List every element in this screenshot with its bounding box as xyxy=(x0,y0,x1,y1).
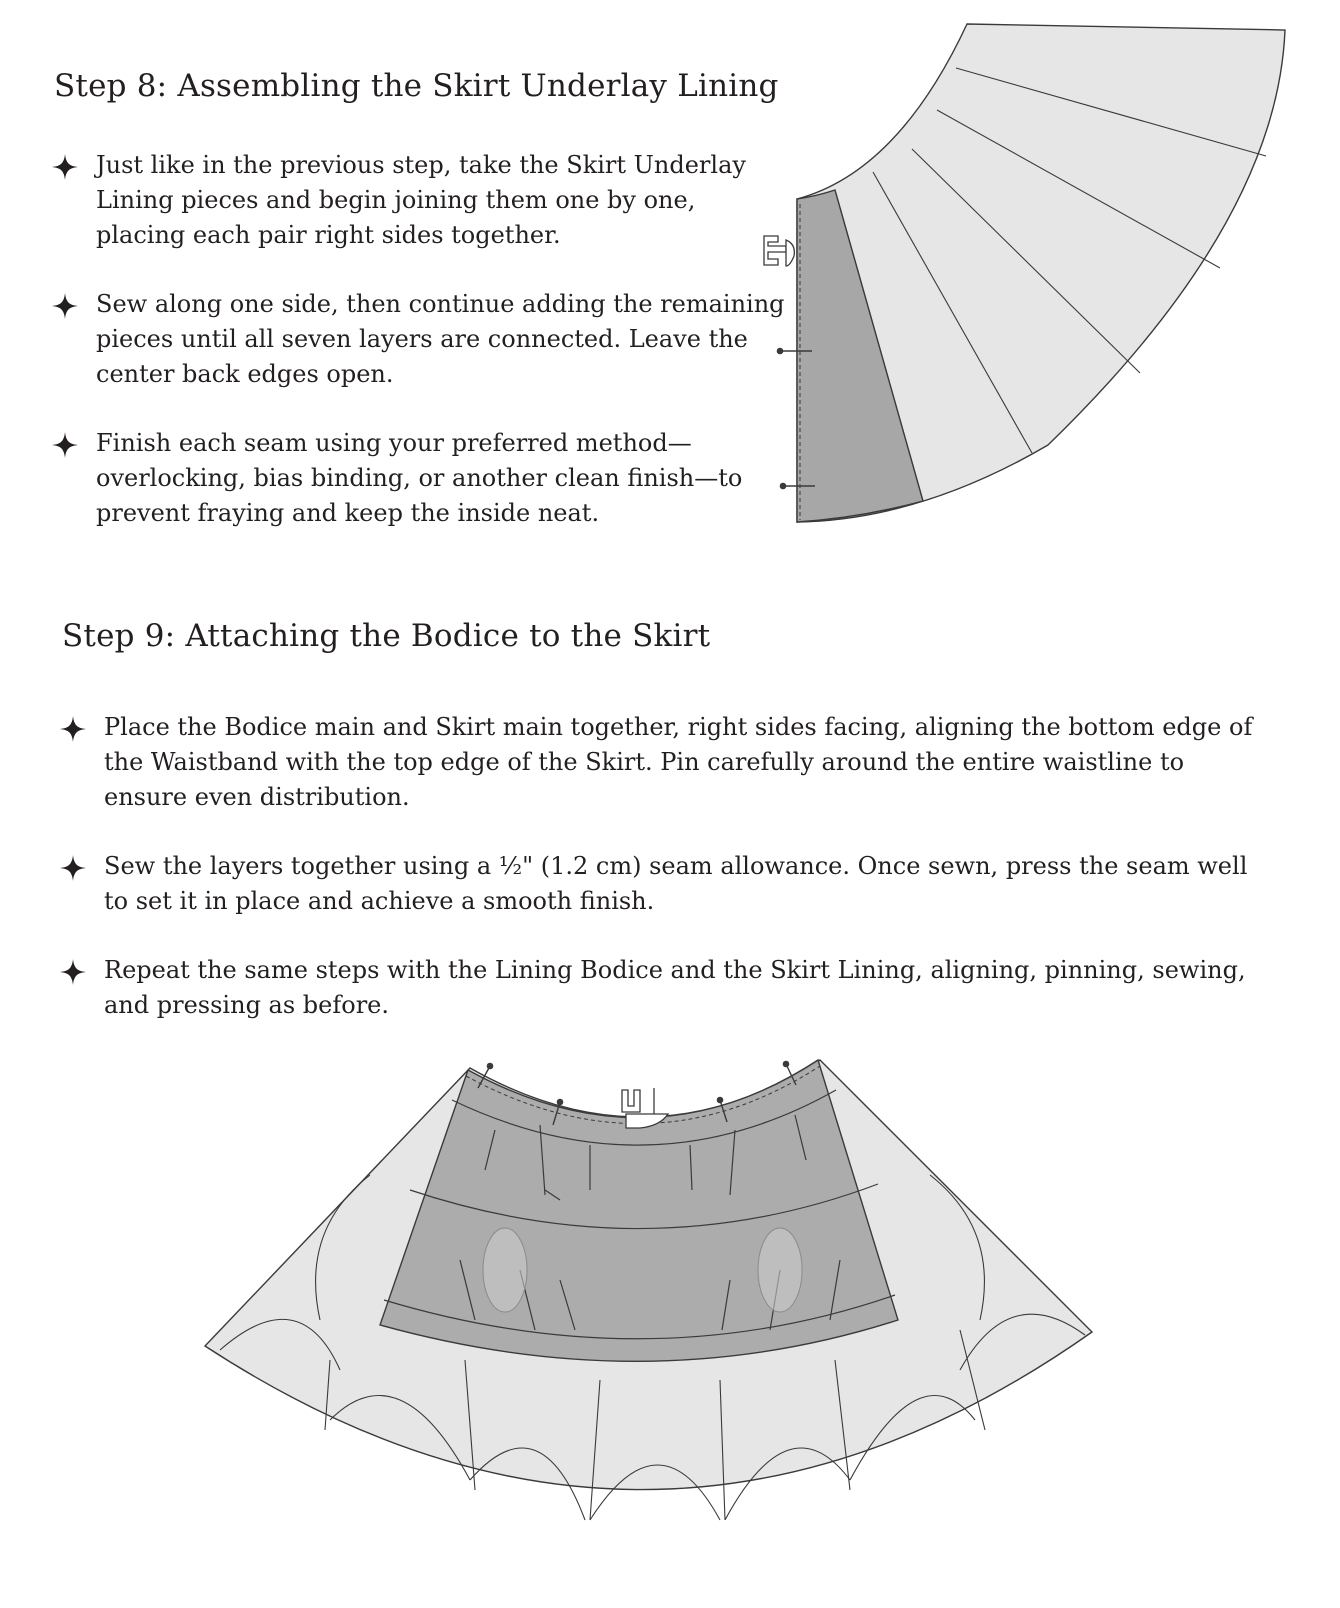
four-point-star-icon xyxy=(52,154,78,180)
step-9-bullet-1: Place the Bodice main and Skirt main together, right sides facing, aligning the bottom edge of the Waistband with the top edge of the Skirt. Pin carefully around the entire waistline to ensure even distribution. xyxy=(104,713,1253,811)
four-point-star-icon xyxy=(60,959,86,985)
step-8-bullet-1: Just like in the previous step, take the Skirt Underlay Lining pieces and begin joining them one by one, placing each pair right sides together. xyxy=(96,151,746,249)
four-point-star-icon xyxy=(52,432,78,458)
step-9-list xyxy=(60,710,1260,1057)
step-9-bullet-2: Sew the layers together using a ½" (1.2 cm) seam allowance. Once sewn, press the seam well to set it in place and achieve a smooth finish. xyxy=(104,852,1248,915)
list-item xyxy=(52,426,792,531)
four-point-star-icon xyxy=(60,716,86,742)
bodice-skirt-illustration xyxy=(190,1050,1110,1600)
step-8-bullet-2: Sew along one side, then continue adding the remaining pieces until all seven layers are connected. Leave the center back edges open. xyxy=(96,290,785,388)
step-8-title: Step 8: Assembling the Skirt Underlay Lining xyxy=(54,68,779,104)
step-9-title: Step 9: Attaching the Bodice to the Skirt xyxy=(62,618,711,654)
list-item xyxy=(52,148,792,253)
four-point-star-icon xyxy=(52,293,78,319)
list-item xyxy=(60,849,1260,919)
step-8-bullet-3: Finish each seam using your preferred method—overlocking, bias binding, or another clean finish—to prevent fraying and keep the inside neat. xyxy=(96,429,743,527)
presser-foot-icon xyxy=(764,236,794,266)
list-item xyxy=(52,287,792,392)
step-9-bullet-3: Repeat the same steps with the Lining Bodice and the Skirt Lining, aligning, pinning, sewing, and pressing as before. xyxy=(104,956,1246,1019)
step-8-list xyxy=(52,148,792,565)
list-item xyxy=(60,953,1260,1023)
four-point-star-icon xyxy=(60,855,86,881)
list-item xyxy=(60,710,1260,815)
skirt-underlay-illustration xyxy=(760,20,1300,540)
